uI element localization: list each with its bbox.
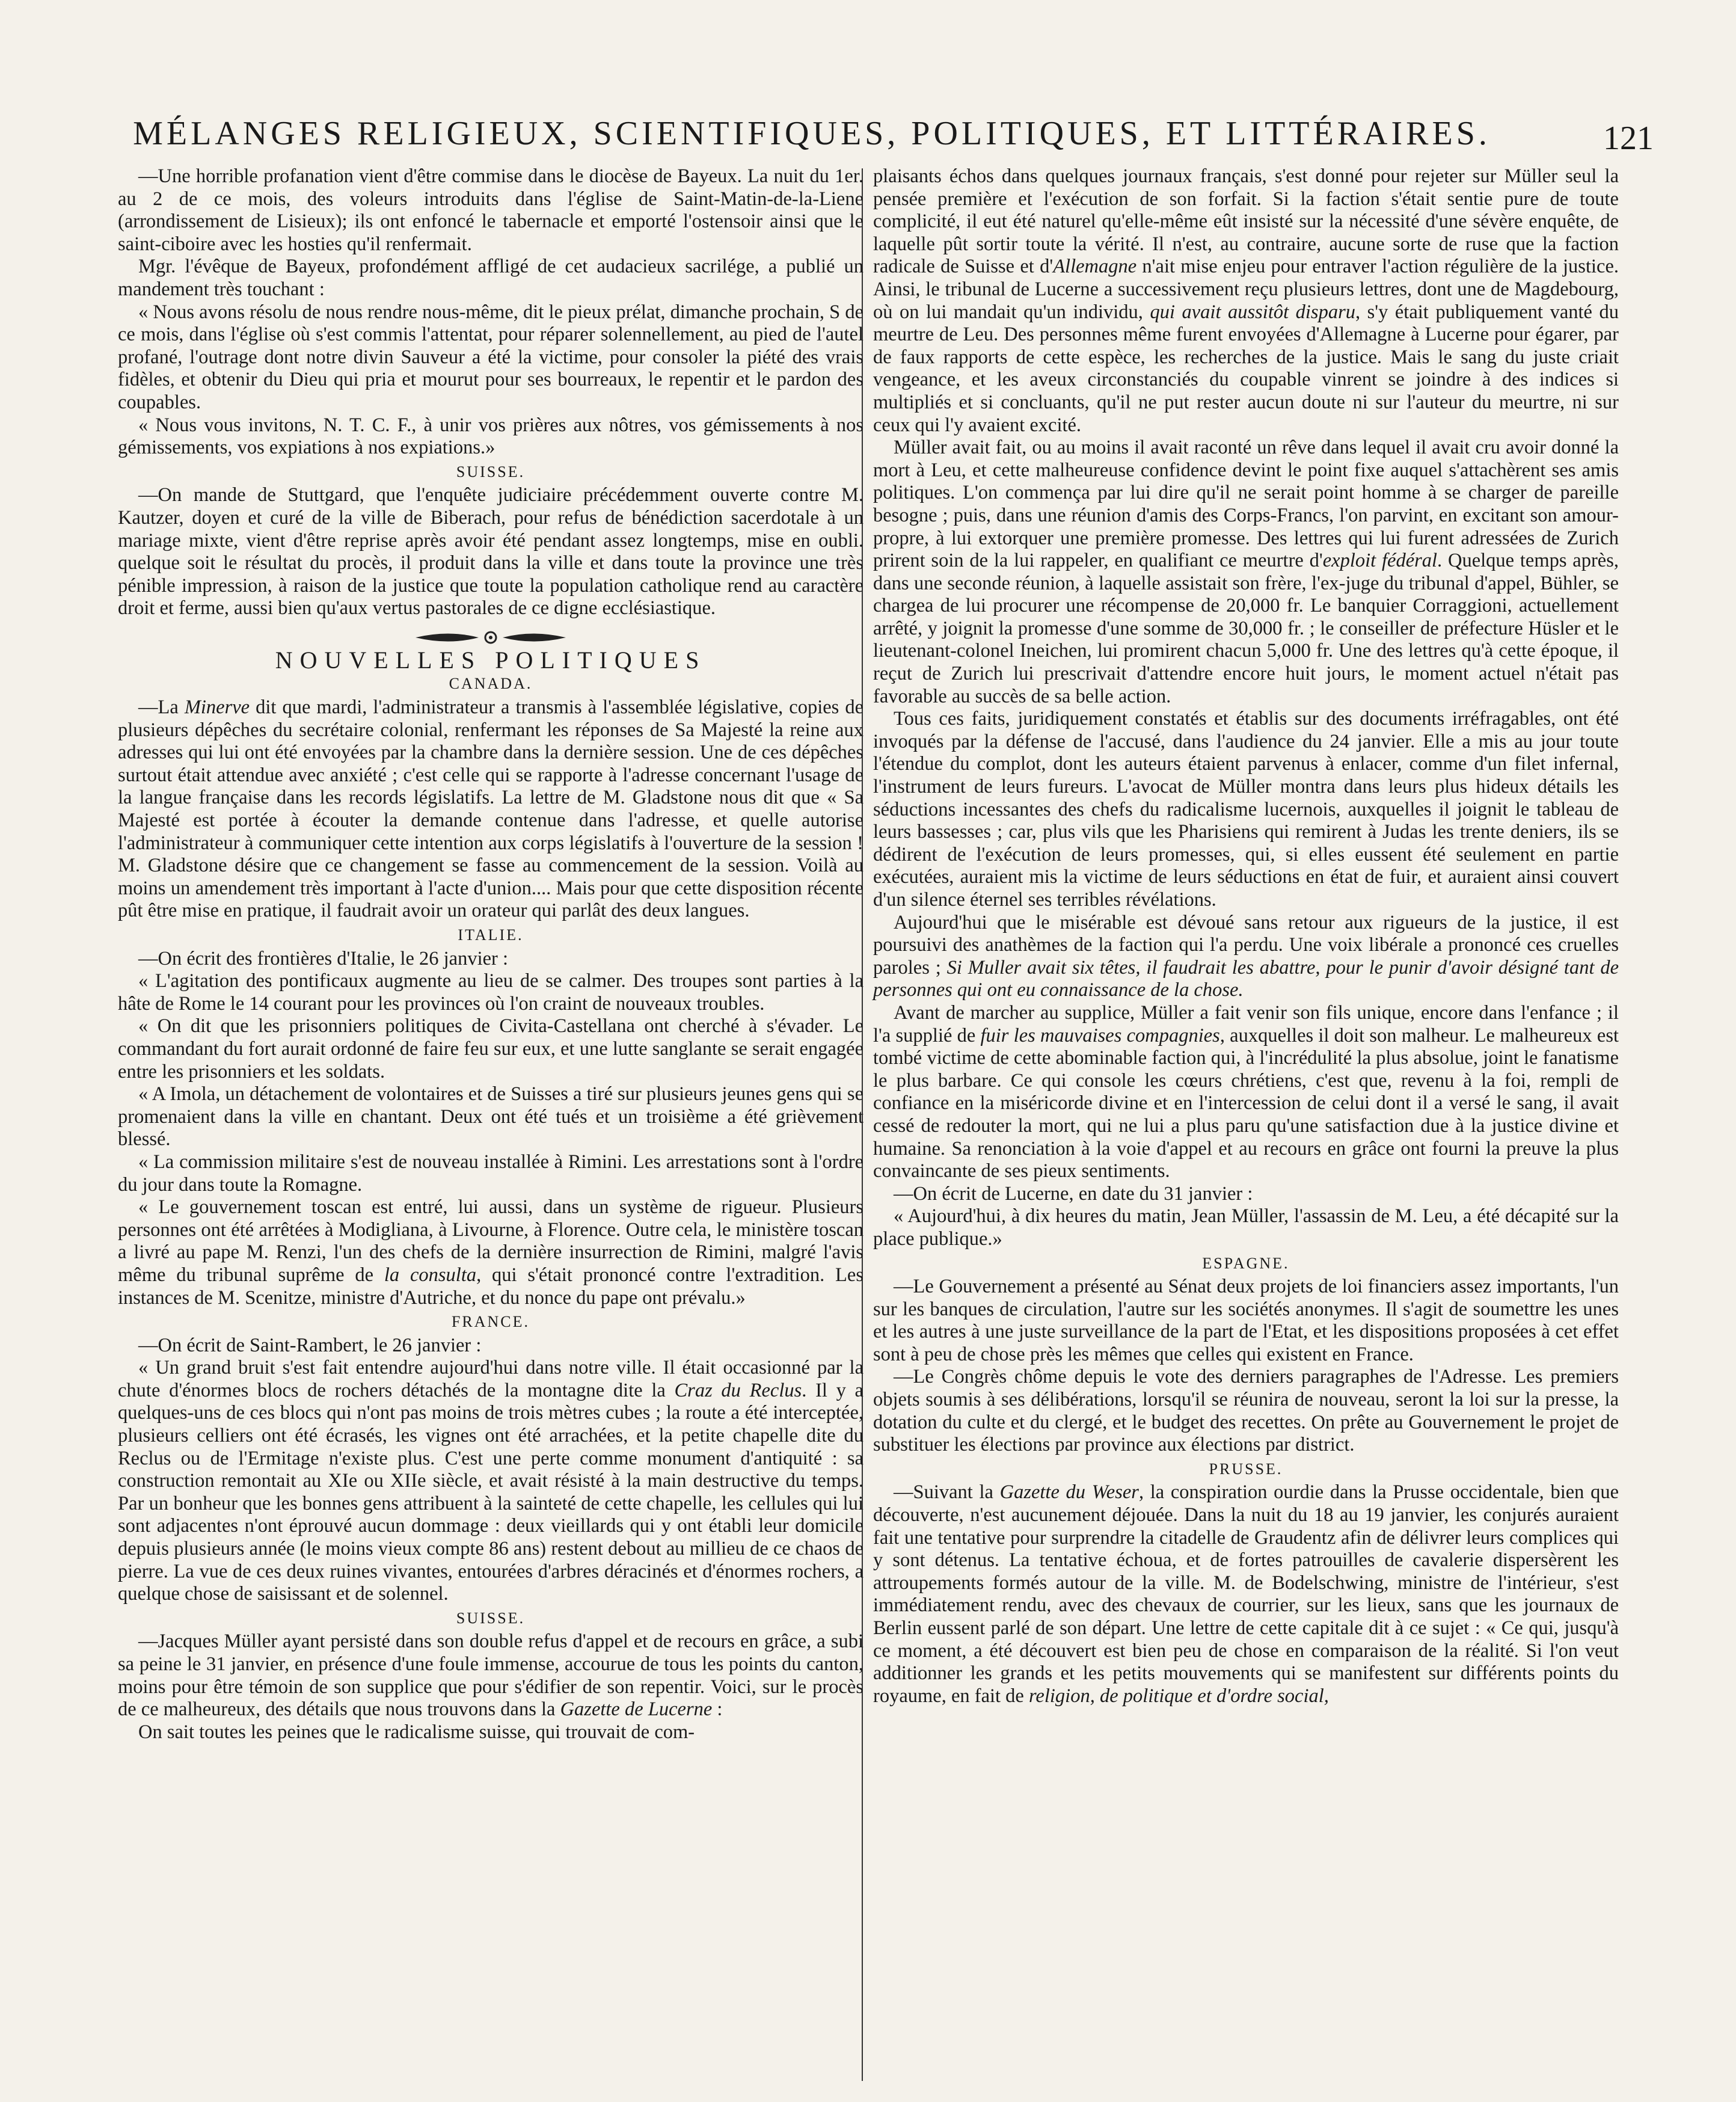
- paragraph: Tous ces faits, juridiquement constatés et établis sur des documents irréfragables, ont été invoqués par la défense de l'accusé, dans l'audience du 24 janvier. Elle a mis au jour toute l'étendue du complot, dont les auteurs étaient parvenus à enlacer, comme d'un filet infernal, l'instrument de leurs fureurs. L'avocat de Müller montra dans leurs plus hideux détails les séductions incessantes des chefs du radicalisme lucernois, auxquelles il joignit le tableau de leurs bassesses ; car, plus vils que les Pharisiens qui remirent à Judas les trente deniers, ils se dédirent de l'exécution de leurs promesses, qui, si elles eussent été seulement en partie exécutées, auraient mis la victime de leurs séductions en état de fuir, et auraient ainsi couvert d'un silence éternel ses terribles révélations.: [873, 708, 1619, 911]
- paragraph: —On écrit de Saint-Rambert, le 26 janvier :: [138, 1334, 482, 1356]
- section-heading-espagne: ESPAGNE.: [1202, 1254, 1290, 1272]
- paragraph: —On mande de Stuttgard, que l'enquête judiciaire précédemment ouverte contre M. Kautzer, doyen et curé de la ville de Biberach, pour refus de bénédiction sacerdotale à un mariage mixte, vient d'être reprise après avoir été pendant assez longtemps, mise en oubli. quelque soit le résultat du procès, il produit dans la ville et dans toute la province une très pénible impression, à raison de la justice que toute la population catholique rend au caractère droit et ferme, aussi bien qu'aux vertus pastorales de ce digne ecclésiastique.: [118, 484, 863, 619]
- quote-paragraph: « Nous vous invitons, N. T. C. F., à unir vos prières aux nôtres, vos gémissements à nos gémissements, vos expiations à nos expiations.»: [118, 414, 863, 459]
- paragraph: —On écrit des frontières d'Italie, le 26 janvier :: [138, 947, 509, 970]
- paragraph: —Une horrible profanation vient d'être commise dans le diocèse de Bayeux. La nuit du 1er. au 2 de ce mois, des voleurs introduits dans l'église de Saint-Matin-de-la-Liene (arrondissement de Lisieux); ils ont enfoncé le tabernacle et emporté l'ostensoir ainsi que le saint-ciboire avec les hosties qu'il renfermait.: [118, 165, 863, 255]
- quote-paragraph: « A Imola, un détachement de volontaires et de Suisses a tiré sur plusieurs jeunes gens qui se promenaient dans la ville en chantant. Deux ont été tués et un troisième a été grièvement blessé.: [118, 1083, 863, 1151]
- paragraph: Mgr. l'évêque de Bayeux, profondément affligé de cet audacieux sacrilége, a publié un mandement très touchant :: [118, 256, 863, 300]
- paragraph: On sait toutes les peines que le radicalisme suisse, qui trouvait de com-: [138, 1721, 695, 1743]
- page-number: 121: [1603, 120, 1654, 157]
- section-heading-italie: ITALIE.: [458, 926, 524, 944]
- section-heading-suisse: SUISSE.: [456, 1609, 526, 1627]
- left-column: [118, 165, 863, 1744]
- paragraph: —Le Gouvernement a présenté au Sénat deux projets de loi financiers assez importants, l'un sur les banques de circulation, l'autre sur les sociétés anonymes. Il s'agit de soumettre les unes et les autres à une juste surveillance de la part de l'Etat, et les dispositions proposées à cet effet sont à peu de chose près les mêmes que celles qui existent en France.: [873, 1276, 1619, 1365]
- quote-paragraph: « Un grand bruit s'est fait entendre aujourd'hui dans notre ville. Il était occasionné par la chute d'énormes blocs de rochers détachés de la montagne dite la Craz du Reclus. Il y a quelques-uns de ces blocs qui n'ont pas moins de trois mètres cubes ; la route a été interceptée, plusieurs celliers ont été écrasés, les vignes ont été arrachées, et la petite chapelle dite du Reclus ou de l'Ermitage n'existe plus. C'est une perte comme monument d'antiquité : sa construction remontait au XIe ou XIIe siècle, et avait résisté à la main destructive du temps. Par un bonheur que les bonnes gens attribuent à la sainteté de cette chapelle, les cellules qui lui sont adjacentes n'ont éprouvé aucun dommage : deux vieillards qui y ont établi leur domicile depuis plusieurs année (le moins vieux compte 86 ans) restent debout au millieu de ce chaos de pierre. La vue de ces deux ruines vivantes, entourées d'arbres déracinés et d'énormes rochers, a quelque chose de saisissant et de solennel.: [118, 1357, 863, 1605]
- section-heading-france: FRANCE.: [451, 1313, 530, 1331]
- paragraph: plaisants échos dans quelques journaux français, s'est donné pour rejeter sur Müller seul la pensée première et l'exécution de son forfait. Si la faction s'était sentie pure de toute complicité, il eut été naturel qu'elle-même eût insisté sur la nécessité d'une sévère enquête, de laquelle pût sortir toute la vérité. Il n'est, au contraire, aucune sorte de ruse que la faction radicale de Suisse et d'Allemagne n'ait mise enjeu pour entraver l'action régulière de la justice. Ainsi, le tribunal de Lucerne a successivement reçu plusieurs lettres, dont une de Magdebourg, où on lui mandait qu'un individu, qui avait aussitôt disparu, s'y était publiquement vanté du meurtre de Leu. Des personnes même furent envoyées d'Allemagne à Lucerne pour égarer, par de faux rapports de cette espèce, les recherches de la justice. Mais le sang du juste criait vengeance, et les aveux circonstanciés du coupable vinrent se joindre à des indices si multipliés et si concluants, qu'il ne put rester aucun doute ni sur l'auteur du meurtre, ni sur ceux qui l'y avaient excité.: [873, 165, 1619, 436]
- section-title-nouvelles: NOUVELLES POLITIQUES: [275, 646, 707, 674]
- paragraph: Avant de marcher au supplice, Müller a fait venir son fils unique, encore dans l'enfance ; il l'a supplié de fuir les mauvaises compagnies, auxquelles il doit son malheur. Le malheureux est tombé victime de cette abominable faction qui, à l'incrédulité la plus absolue, joint le fanatisme le plus barbare. Ce qui console les cœurs chrétiens, c'est que, revenu à la foi, rempli de confiance en la miséricorde divine et en l'intercession de celui dont il a versé le sang, il avait cessé de redouter la mort, qui ne lui a plus paru qu'une satisfaction due à la justice divine et humaine. Sa renonciation à la voie d'appel et au recours en grâce ont fourni la preuve la plus convaincante de ses pieux sentiments.: [873, 1001, 1619, 1182]
- paragraph: Aujourd'hui que le misérable est dévoué sans retour aux rigueurs de la justice, il est poursuivi des anathèmes de la faction qui l'a perdu. Une voix libérale a prononcé ces cruelles paroles ; Si Muller avait six têtes, il faudrait les abattre, pour le punir d'avoir désigné tant de personnes qui ont eu connaissance de la chose.: [873, 911, 1619, 1001]
- section-heading-prusse: PRUSSE.: [1209, 1460, 1283, 1478]
- right-column: [873, 165, 1619, 1707]
- ornament-divider-icon: [118, 628, 863, 647]
- section-heading-canada: CANADA.: [449, 675, 533, 693]
- running-title: MÉLANGES RELIGIEUX, SCIENTIFIQUES, POLITIQUES, ET LITTÉRAIRES.: [133, 115, 1491, 152]
- section-heading-suisse: SUISSE.: [456, 463, 526, 481]
- quote-paragraph: « Nous avons résolu de nous rendre nous-même, dit le pieux prélat, dimanche prochain, S de ce mois, dans l'église où s'est commis l'attentat, pour réparer solennellement, au pied de l'autel profané, l'outrage dont notre divin Sauveur a été la victime, pour consoler la piété des vrais fidèles, et obtenir du Dieu qui pria et mourut pour ses bourreaux, le repentir et le pardon des coupables.: [118, 301, 863, 413]
- paragraph: —On écrit de Lucerne, en date du 31 janvier :: [894, 1182, 1253, 1205]
- quote-paragraph: « La commission militaire s'est de nouveau installée à Rimini. Les arrestations sont à l'ordre du jour dans toute la Romagne.: [118, 1151, 863, 1196]
- paragraph: —Jacques Müller ayant persisté dans son double refus d'appel et de recours en grâce, a subi sa peine le 31 janvier, en présence d'une foule immense, accourue de tous les points du canton, moins pour être témoin de son supplice que pour s'édifier de son repentir. Voici, sur le procès de ce malheureux, des détails que nous trouvons dans la Gazette de Lucerne :: [118, 1630, 863, 1721]
- paragraph: Müller avait fait, ou au moins il avait raconté un rêve dans lequel il avait cru avoir donné la mort à Leu, et cette malheureuse confidence devint le point fixe auquel s'attachèrent ses amis politiques. L'on commença par lui dire qu'il ne serait point homme à se charger de pareille besogne ; puis, dans une réunion d'amis des Corps-Francs, l'on parvint, en excitant son amour-propre, à lui extorquer une première promesse. Des lettres qui lui furent adressées de Zurich prirent soin de la lui rappeler, en qualifiant ce meurtre d'exploit fédéral. Quelque temps après, dans une seconde réunion, à laquelle assistait son frère, l'ex-juge du tribunal d'appel, Bühler, se chargea de lui procurer une récompense de 20,000 fr. Le banquier Corraggioni, actuellement arrêté, y joignit la promesse d'une somme de 30,000 fr. ; le conseiller de préfecture Hüsler et le lieutenant-colonel Ineichen, lui promirent chacun 5,000 fr. Une des lettres qu'à cette époque, il reçut de Zurich lui prescrivait d'attendre encore huit jours, le moment actuel n'était pas favorable au succès de sa belle action.: [873, 437, 1619, 707]
- quote-paragraph: « On dit que les prisonniers politiques de Civita-Castellana ont cherché à s'évader. Le commandant du fort aurait ordonné de faire feu sur eux, et une lutte sanglante se serait engagée entre les prisonniers et les soldats.: [118, 1015, 863, 1083]
- page-header: [96, 114, 1660, 162]
- paragraph: —Le Congrès chôme depuis le vote des derniers paragraphes de l'Adresse. Les premiers objets soumis à ses délibérations, lorsqu'il se réunira de nouveau, seront la loi sur la presse, la dotation du culte et du clergé, et le budget des recettes. On prête au Gouvernement le projet de substituer les élections par province aux élections par district.: [873, 1366, 1619, 1456]
- quote-paragraph: « Aujourd'hui, à dix heures du matin, Jean Müller, l'assassin de M. Leu, a été décapité sur la place publique.»: [873, 1205, 1619, 1250]
- quote-paragraph: « L'agitation des pontificaux augmente au lieu de se calmer. Des troupes sont parties à la hâte de Rome le 14 courant pour les provinces où l'on craint de nouveaux troubles.: [118, 970, 863, 1015]
- paragraph: —Suivant la Gazette du Weser, la conspiration ourdie dans la Prusse occidentale, bien que découverte, n'est aucunement déjouée. Dans la nuit du 18 au 19 janvier, les conjurés auraient fait une tentative pour surprendre la citadelle de Graudentz afin de délivrer leurs complices qui y sont détenus. La tentative échoua, et de fortes patrouilles de cavalerie dispersèrent les attroupements formés autour de la ville. M. de Bodelschwing, ministre de l'intérieur, s'est immédiatement rendu, avec des chevaux de courrier, sur les lieux, sans que les journaux de Berlin eussent parlé de son départ. Une lettre de cette capitale dit à ce sujet : « Ce qui, jusqu'à ce moment, a été découvert est bien peu de chose en comparaison de la réalité. Si l'on veut additionner les grands et les petits mouvements qui se manifestent sur différents points du royaume, en fait de religion, de politique et d'ordre social,: [873, 1481, 1619, 1707]
- quote-paragraph: « Le gouvernement toscan est entré, lui aussi, dans un système de rigueur. Plusieurs personnes ont été arrêtées à Modigliana, à Livourne, à Florence. Outre cela, le ministère toscan a livré au pape M. Renzi, l'un des chefs de la dernière insurrection de Rimini, malgré l'avis même du tribunal suprême de la consulta, qui s'était prononcé contre l'extradition. Les instances de M. Scenitze, ministre d'Autriche, et du nonce du pape ont prévalu.»: [118, 1196, 863, 1309]
- paragraph: —La Minerve dit que mardi, l'administrateur a transmis à l'assemblée législative, copies de plusieurs dépêches du secrétaire colonial, renfermant les réponses de Sa Majesté la reine aux adresses qui lui ont été envoyées par la chambre dans la dernière session. Une de ces dépêches surtout était attendue avec anxiété ; c'est celle qui se rapporte à l'adresse concernant l'usage de la langue française dans les records législatifs. La lettre de M. Gladstone nous dit que « Sa Majesté est portée à écouter la demande contenue dans l'adresse, et quelle autorise l'administrateur à communiquer cette intention aux corps législatifs à l'ouverture de la session ! M. Gladstone désire que ce changement se fasse au commencement de la session. Voilà au moins un amendement très important à l'acte d'union.... Mais pour que cette disposition récente pût être mise en pratique, il faudrait avoir un orateur qui parlât des deux langues.: [118, 696, 863, 922]
